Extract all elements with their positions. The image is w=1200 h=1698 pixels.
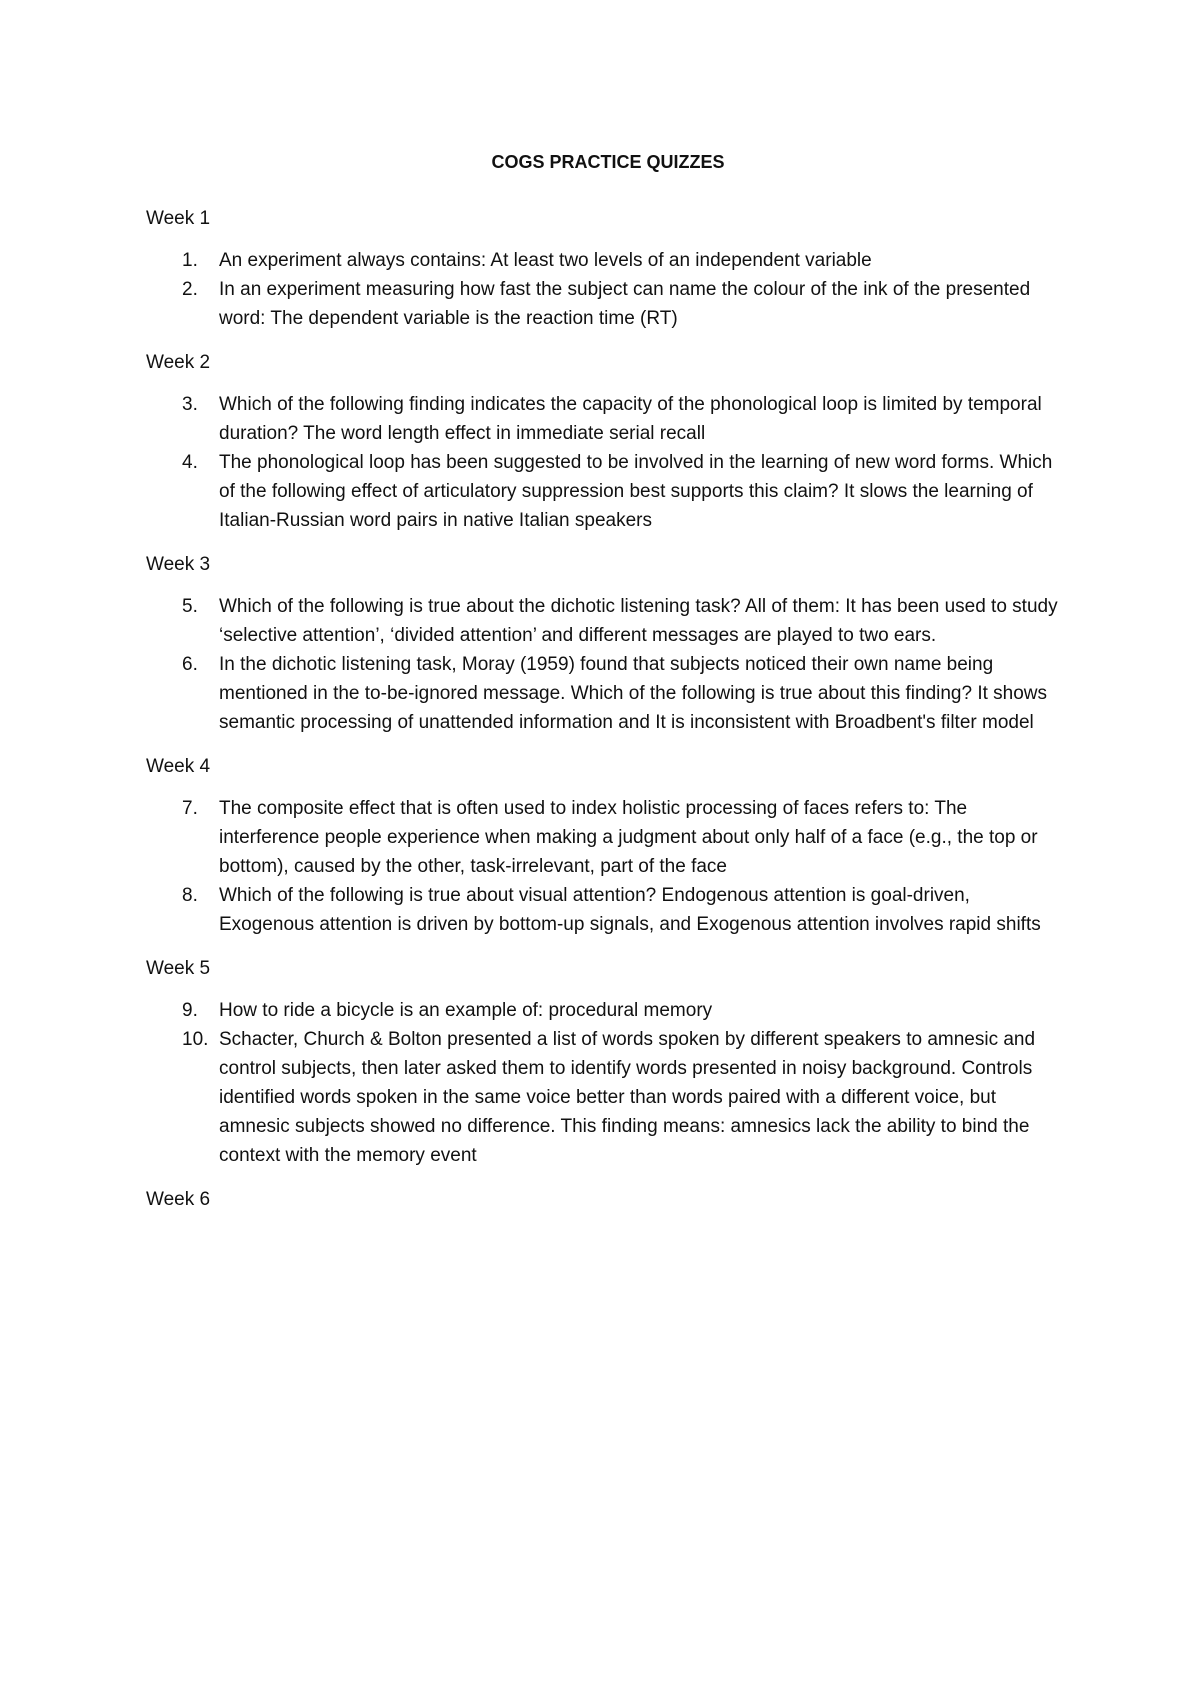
question-item bbox=[146, 996, 1070, 1025]
question-list-week-2 bbox=[146, 390, 1070, 535]
question-text: The phonological loop has been suggested to be involved in the learning of new word forms. Which of the following effect of articulatory suppression best supports this claim? It slows the learning of Italian-Russian word pairs in native Italian speakers bbox=[219, 452, 1053, 531]
question-number: 2. bbox=[182, 279, 198, 300]
question-text: Which of the following finding indicates the capacity of the phonological loop is limited by temporal duration? The word length effect in immediate serial recall bbox=[219, 394, 1042, 444]
question-item bbox=[146, 246, 1070, 275]
question-number: 9. bbox=[182, 1000, 198, 1021]
question-text: In the dichotic listening task, Moray (1959) found that subjects noticed their own name being mentioned in the to-be-ignored message. Which of the following is true about this finding? It shows semantic processing of unattended information and It is inconsistent with Broadbent's filter model bbox=[219, 654, 1048, 733]
question-item bbox=[146, 794, 1070, 881]
week-heading-3: Week 3 bbox=[146, 554, 211, 575]
question-item bbox=[146, 881, 1070, 939]
question-text: Schacter, Church & Bolton presented a list of words spoken by different speakers to amnesic and control subjects, then later asked them to identify words presented in noisy background. Controls identified words spoken in the same voice better than words paired with a different voice, but amnesic subjects showed no difference. This finding means: amnesics lack the ability to bind the context with the memory event bbox=[219, 1029, 1036, 1166]
question-number: 7. bbox=[182, 798, 198, 819]
week-heading-2: Week 2 bbox=[146, 352, 211, 373]
question-list-week-1 bbox=[146, 246, 1070, 333]
question-item bbox=[146, 448, 1070, 535]
question-item bbox=[146, 275, 1070, 333]
question-text: The composite effect that is often used to index holistic processing of faces refers to: The interference people experience when making a judgment about only half of a face (e.g., the top or bottom), caused by the other, task-irrelevant, part of the face bbox=[219, 798, 1038, 877]
question-text: Which of the following is true about visual attention? Endogenous attention is goal-driven, Exogenous attention is driven by bottom-up signals, and Exogenous attention involves rapid shifts bbox=[219, 885, 1041, 935]
question-item bbox=[146, 390, 1070, 448]
question-text: An experiment always contains: At least two levels of an independent variable bbox=[219, 250, 872, 271]
question-number: 1. bbox=[182, 250, 198, 271]
week-heading-6: Week 6 bbox=[146, 1189, 211, 1210]
question-text: How to ride a bicycle is an example of: procedural memory bbox=[219, 1000, 713, 1021]
question-number: 4. bbox=[182, 452, 198, 473]
question-list-week-3 bbox=[146, 592, 1070, 737]
document-title: COGS PRACTICE QUIZZES bbox=[491, 152, 725, 172]
week-heading-5: Week 5 bbox=[146, 958, 211, 979]
question-list-week-4 bbox=[146, 794, 1070, 939]
week-heading-4: Week 4 bbox=[146, 756, 211, 777]
question-number: 3. bbox=[182, 394, 198, 415]
question-number: 10. bbox=[182, 1029, 209, 1050]
question-text: Which of the following is true about the dichotic listening task? All of them: It has been used to study ‘selective attention’, ‘divided attention’ and different messages are played to two ears. bbox=[219, 596, 1058, 646]
question-number: 8. bbox=[182, 885, 198, 906]
question-item bbox=[146, 650, 1070, 737]
week-heading-1: Week 1 bbox=[146, 208, 211, 229]
question-item bbox=[146, 1025, 1070, 1170]
question-text: In an experiment measuring how fast the subject can name the colour of the ink of the presented word: The dependent variable is the reaction time (RT) bbox=[219, 279, 1031, 329]
question-number: 5. bbox=[182, 596, 198, 617]
question-item bbox=[146, 592, 1070, 650]
question-list-week-5 bbox=[146, 996, 1070, 1170]
question-number: 6. bbox=[182, 654, 198, 675]
